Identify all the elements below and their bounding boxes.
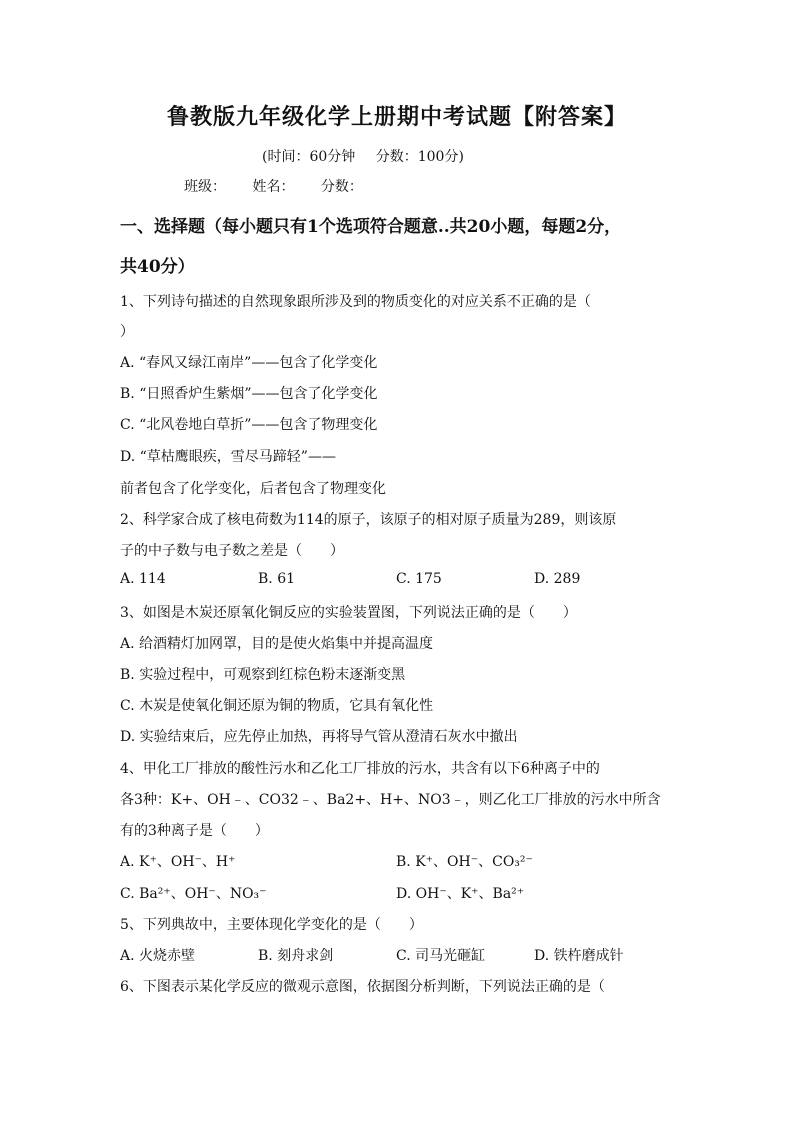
question-1-option-a: A. “春风又绿江南岸”——包含了化学变化 [120, 355, 378, 371]
question-5-option-c: C. 司马光砸缸 [396, 948, 486, 964]
question-4-stem: 4、甲化工厂排放的酸性污水和乙化工厂排放的污水，共含有以下6种离子中的 [120, 761, 600, 777]
question-3-option-d: D. 实验结束后，应先停止加热，再将导气管从澄清石灰水中撤出 [120, 729, 518, 745]
question-4-option-a: A. K⁺、OH⁻、H⁺ [120, 854, 236, 870]
question-2-stem-cont: 子的中子数与电子数之差是（ ） [120, 543, 344, 559]
question-3-option-a: A. 给酒精灯加网罩，目的是使火焰集中并提高温度 [120, 636, 434, 652]
section-heading-cont: 共40分） [120, 257, 195, 277]
student-info [184, 176, 385, 196]
class-label: 班级： [184, 179, 226, 195]
question-4-option-b: B. K⁺、OH⁻、CO₃²⁻ [396, 854, 533, 870]
exam-score: 分数：100分) [375, 149, 464, 165]
question-2-stem: 2、科学家合成了核电荷数为114的原子，该原子的相对原子质量为289，则该原 [120, 512, 617, 528]
exam-time: (时间：60分钟 [262, 149, 356, 165]
question-4-option-d: D. OH⁻、K⁺、Ba²⁺ [396, 886, 525, 902]
question-5-option-a: A. 火烧赤壁 [120, 948, 196, 964]
question-6-stem: 6、下图表示某化学反应的微观示意图，依据图分析判断，下列说法正确的是（ [120, 979, 605, 995]
section-heading: 一、选择题（每小题只有1个选项符合题意..共20小题，每题2分， [120, 217, 622, 237]
question-3-option-c: C. 木炭是使氧化铜还原为铜的物质，它具有氧化性 [120, 698, 434, 714]
question-2-option-c: C. 175 [396, 571, 442, 587]
question-1-stem: 1、下列诗句描述的自然现象跟所涉及到的物质变化的对应关系不正确的是（ [120, 294, 591, 310]
question-4-stem-cont-2: 有的3种离子是（ ） [120, 823, 269, 839]
question-4-stem-cont: 各3种：K+、OH﹣、CO32﹣、Ba2+、H+、NO3﹣，则乙化工厂排放的污水中所含 [120, 792, 661, 808]
question-1-stem-cont: ） [120, 324, 134, 340]
question-2-option-a: A. 114 [120, 571, 166, 587]
question-5-stem: 5、下列典故中，主要体现化学变化的是（ ） [120, 917, 423, 933]
question-3-option-b: B. 实验过程中，可观察到红棕色粉末逐渐变黑 [120, 667, 406, 683]
points-label: 分数： [320, 179, 363, 195]
page-title: 鲁教版九年级化学上册期中考试题【附答案】 [166, 104, 627, 130]
question-1-option-d: D. “草枯鹰眼疾，雪尽马蹄轻”—— [120, 449, 336, 465]
question-4-option-c: C. Ba²⁺、OH⁻、NO₃⁻ [120, 886, 267, 902]
exam-meta [262, 146, 480, 166]
question-1-option-c: C. “北风卷地白草折”——包含了物理变化 [120, 417, 378, 433]
question-2-option-d: D. 289 [534, 571, 581, 587]
question-1-option-b: B. “日照香炉生紫烟”——包含了化学变化 [120, 386, 378, 402]
question-2-option-b: B. 61 [258, 571, 296, 587]
question-5-option-b: B. 刻舟求剑 [258, 948, 334, 964]
question-5-option-d: D. 铁杵磨成针 [534, 948, 624, 964]
question-3-stem: 3、如图是木炭还原氧化铜反应的实验装置图，下列说法正确的是（ ） [120, 605, 577, 621]
question-1-option-d-cont: 前者包含了化学变化，后者包含了物理变化 [120, 481, 386, 497]
name-label: 姓名： [252, 179, 295, 195]
